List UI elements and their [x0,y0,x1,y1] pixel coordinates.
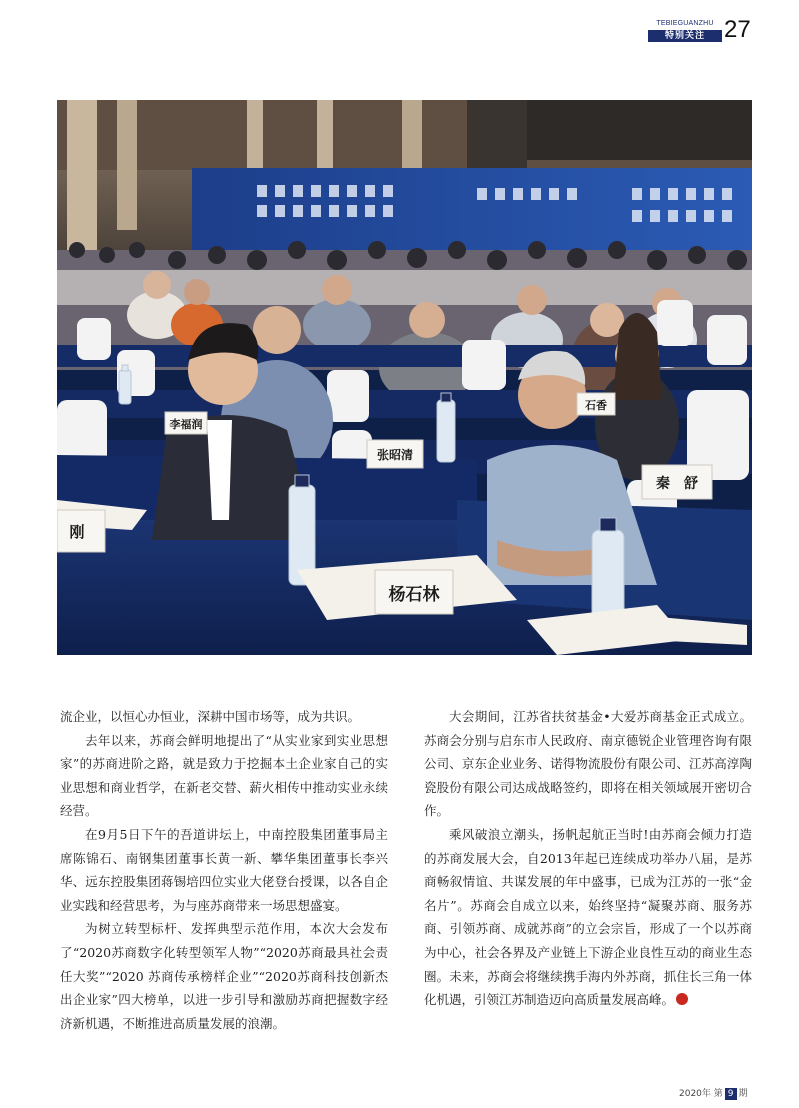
name-card-4: 秦 舒 [656,476,698,492]
column-pinyin: TEBIEGUANZHU [656,20,714,27]
article-left-column [60,705,388,1035]
issue-number: 9 [725,1088,737,1100]
paragraph: 为树立转型标杆、发挥典型示范作用，本次大会发布了“2020苏商数字化转型领军人物”“2020苏商最具社会责任大奖”“2020 苏商传承榜样企业”“2020苏商科技创新杰出企业家”四大榜单，以进一步引导和激励苏商把握数字经济新机遇，不断推进高质量发展的浪潮。 [60,921,388,1031]
page-number: 27 [724,16,751,43]
end-mark-icon [676,993,688,1005]
paragraph: 乘风破浪立潮头，扬帆起航正当时!由苏商会倾力打造的苏商发展大会，自2013年起已连续成功举办八届，是苏商畅叙情谊、共谋发展的年中盛事，已成为江苏的一张“金名片”。苏商会自成立以来，始终坚持“凝聚苏商、服务苏商、引领苏商、成就苏商”的立会宗旨，形成了一个以苏商为中心，社会各界及产业链上下游企业良性互动的商业生态圈。未来，苏商会将继续携手海内外苏商，抓住长三角一体化机遇，引领江苏制造迈向高质量发展高峰。 [424,826,752,1008]
issue-suffix: 期 [738,1089,748,1099]
name-card-6: 石香 [585,399,607,412]
name-card-3: 杨石林 [388,585,440,605]
issue-year: 2020年 [679,1089,711,1099]
paragraph: 大会期间，江苏省扶贫基金•大爱苏商基金正式成立。苏商会分别与启东市人民政府、南京德锐企业管理咨询有限公司、京东企业业务、诺得物流股份有限公司、江苏高淳陶瓷股份有限公司达成战略签约，即将在相关领域展开密切合作。 [424,709,752,819]
name-card-5: 刚 [69,523,85,541]
conference-photo [57,100,752,655]
column-title: 特别关注 [648,30,722,42]
name-card-1: 李福润 [169,418,203,431]
name-card-2: 张昭清 [376,448,414,462]
paragraph: 在9月5日下午的吾道讲坛上，中南控股集团董事局主席陈锦石、南钢集团董事长黄一新、攀华集团董事长李兴华、远东控股集团蒋锡培四位实业大佬登台授课，以各自企业实践和经营思考，为与座苏商带来一场思想盛宴。 [60,826,388,913]
article-right-column [424,705,752,1012]
issue-footer [679,1086,748,1100]
paragraph: 流企业，以恒心办恒业，深耕中国市场等，成为共识。 [60,709,361,724]
issue-prefix: 第 [713,1089,723,1099]
conference-audience-photo [57,100,752,655]
paragraph: 去年以来，苏商会鲜明地提出了“从实业家到实业思想家”的苏商进阶之路，就是致力于挖掘本土企业家自己的实业思想和商业哲学，在新老交替、薪火相传中推动实业永续经营。 [60,732,388,819]
